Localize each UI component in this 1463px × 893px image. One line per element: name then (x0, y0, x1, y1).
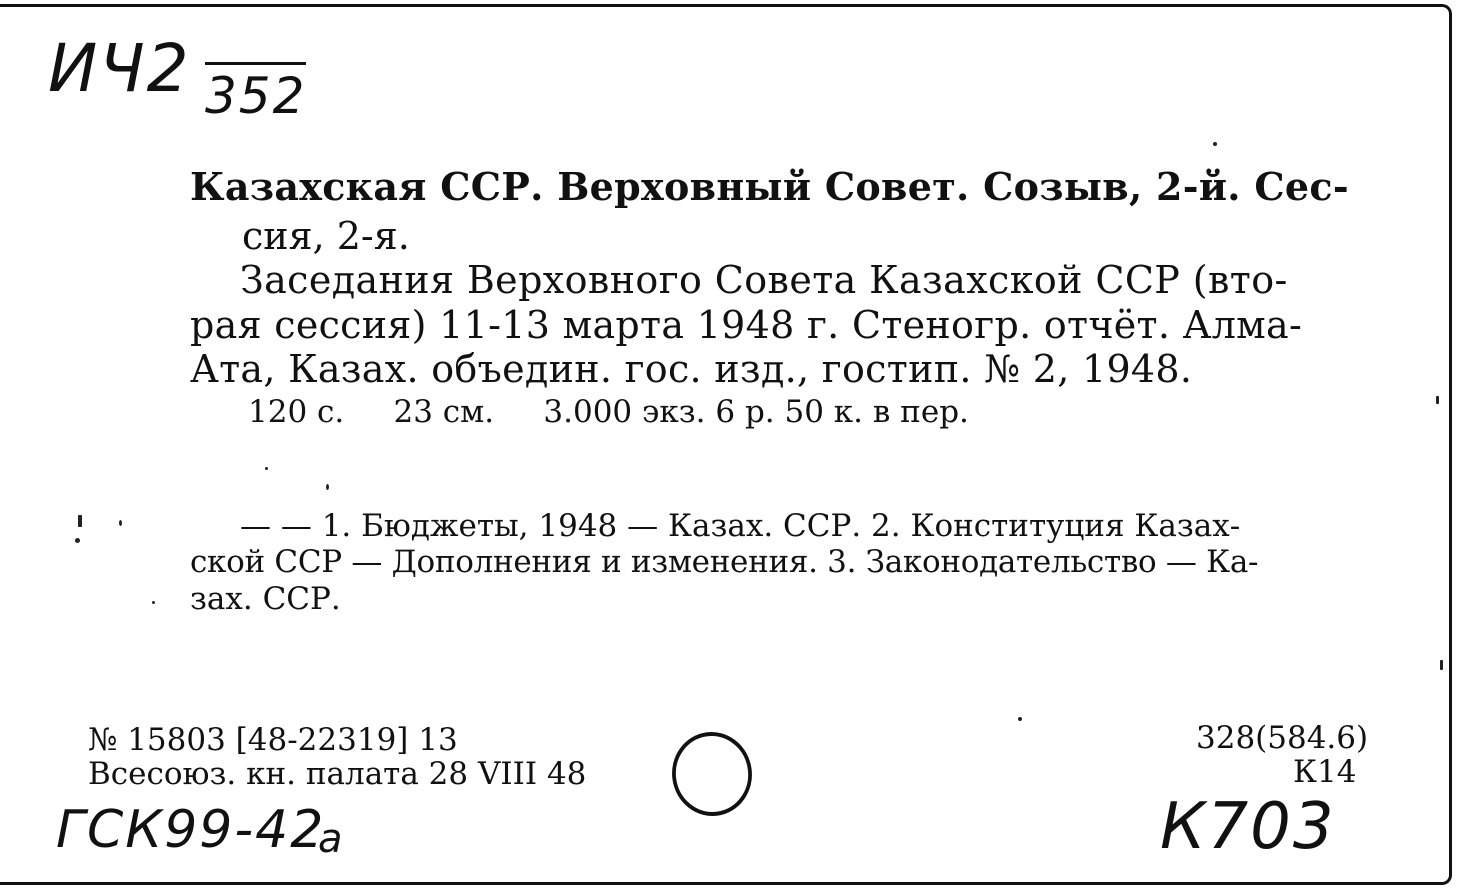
speck (152, 601, 155, 604)
entry-collation: 120 с. 23 см. 3.000 экз. 6 р. 50 к. в пер. (248, 394, 969, 430)
handwritten-bottom-left: ГСК99-42 (56, 800, 326, 860)
entry-heading-line2: сия, 2-я. (242, 214, 410, 258)
footer-card-number: № 15803 [48-22319] 13 (88, 722, 458, 758)
entry-title-line3: Ата, Казах. объедин. гос. изд., гостип. № 2, 1948. (190, 347, 1193, 391)
subjects-line1: — — 1. Бюджеты, 1948 — Казах. ССР. 2. Конституция Казах- (240, 508, 1241, 544)
subjects-line3: зах. ССР. (190, 581, 341, 617)
speck (1440, 660, 1443, 670)
entry-title-line1: Заседания Верховного Совета Казахской ССР (вто- (240, 258, 1288, 302)
speck (1018, 717, 1022, 721)
handwritten-bottom-right: К703 (1160, 790, 1336, 864)
speck (1436, 396, 1439, 404)
footer-classification: 328(584.6) (1196, 720, 1369, 756)
footer-chamber-date: Всесоюз. кн. палата 28 VIII 48 (88, 756, 587, 792)
entry-heading-line1: Казахская ССР. Верховный Совет. Созыв, 2-й. Сес- (190, 164, 1349, 209)
speck (78, 515, 82, 527)
footer-author-mark: К14 (1293, 754, 1357, 790)
speck (326, 484, 329, 490)
subjects-line2: ской ССР — Дополнения и изменения. 3. Законодательство — Ка- (190, 544, 1259, 580)
speck (1213, 142, 1217, 146)
handwritten-number: 352 (205, 62, 306, 125)
speck (75, 538, 80, 543)
handwritten-bottom-left-suffix: а (318, 816, 345, 862)
handwritten-code: ИЧ2 (48, 30, 191, 107)
entry-title-line2: рая сессия) 11-13 марта 1948 г. Стеногр. отчёт. Алма- (190, 303, 1303, 347)
speck (119, 520, 122, 526)
speck (265, 467, 268, 470)
